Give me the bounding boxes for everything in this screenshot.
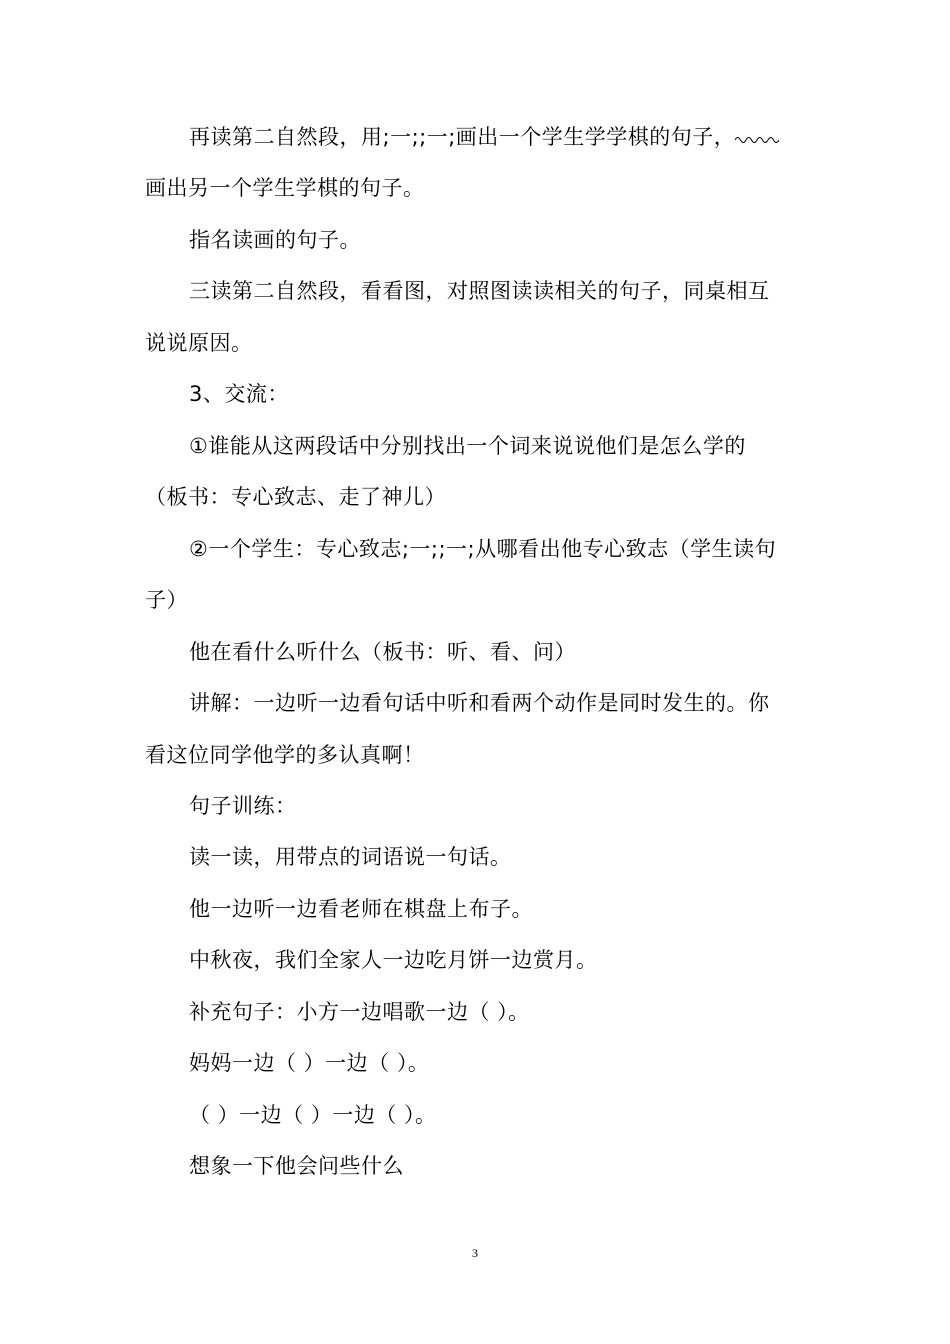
paragraph-line: 3、交流： [189,382,289,406]
wavy-line-icon [735,131,779,145]
paragraph-line: 中秋夜，我们全家人一边吃月饼一边赏月。 [189,948,598,972]
paragraph-line: 指名读画的句子。 [189,228,361,252]
paragraph-line [189,122,779,152]
paragraph-line: ①谁能从这两段话中分别找出一个词来说说他们是怎么学的 [189,434,746,458]
paragraph-line: 补充句子：小方一边唱歌一边（ ）。 [189,1000,530,1024]
paragraph-line: 说说原因。 [145,331,253,355]
paragraph-text: 再读第二自然段，用;一;;一;画出一个学生学学棋的句子， [189,125,736,149]
paragraph-line: ②一个学生：专心致志;一;;一;从哪看出他专心致志（学生读句 [189,537,777,561]
paragraph-line: 他一边听一边看老师在棋盘上布子。 [189,897,533,921]
paragraph-line: 三读第二自然段，看看图，对照图读读相关的句子，同桌相互 [189,279,770,303]
paragraph-line: 想象一下他会问些什么 [189,1154,404,1178]
paragraph-line: 句子训练： [189,794,297,818]
paragraph-line: 画出另一个学生学棋的句子。 [145,176,425,200]
page-number: 3 [472,1246,478,1260]
paragraph-line: 读一读，用带点的词语说一句话。 [189,845,512,869]
paragraph-line: 妈妈一边（ ）一边（ ）。 [189,1051,430,1075]
paragraph-line: 子） [145,588,188,612]
paragraph-line: 看这位同学他学的多认真啊！ [145,743,425,767]
paragraph-line: （ ）一边（ ）一边（ ）。 [189,1103,437,1127]
paragraph-line: 他在看什么听什么（板书：听、看、问） [189,640,576,664]
paragraph-line: （板书：专心致志、走了神儿） [145,485,446,509]
paragraph-line: 讲解：一边听一边看句话中听和看两个动作是同时发生的。你 [189,691,770,715]
